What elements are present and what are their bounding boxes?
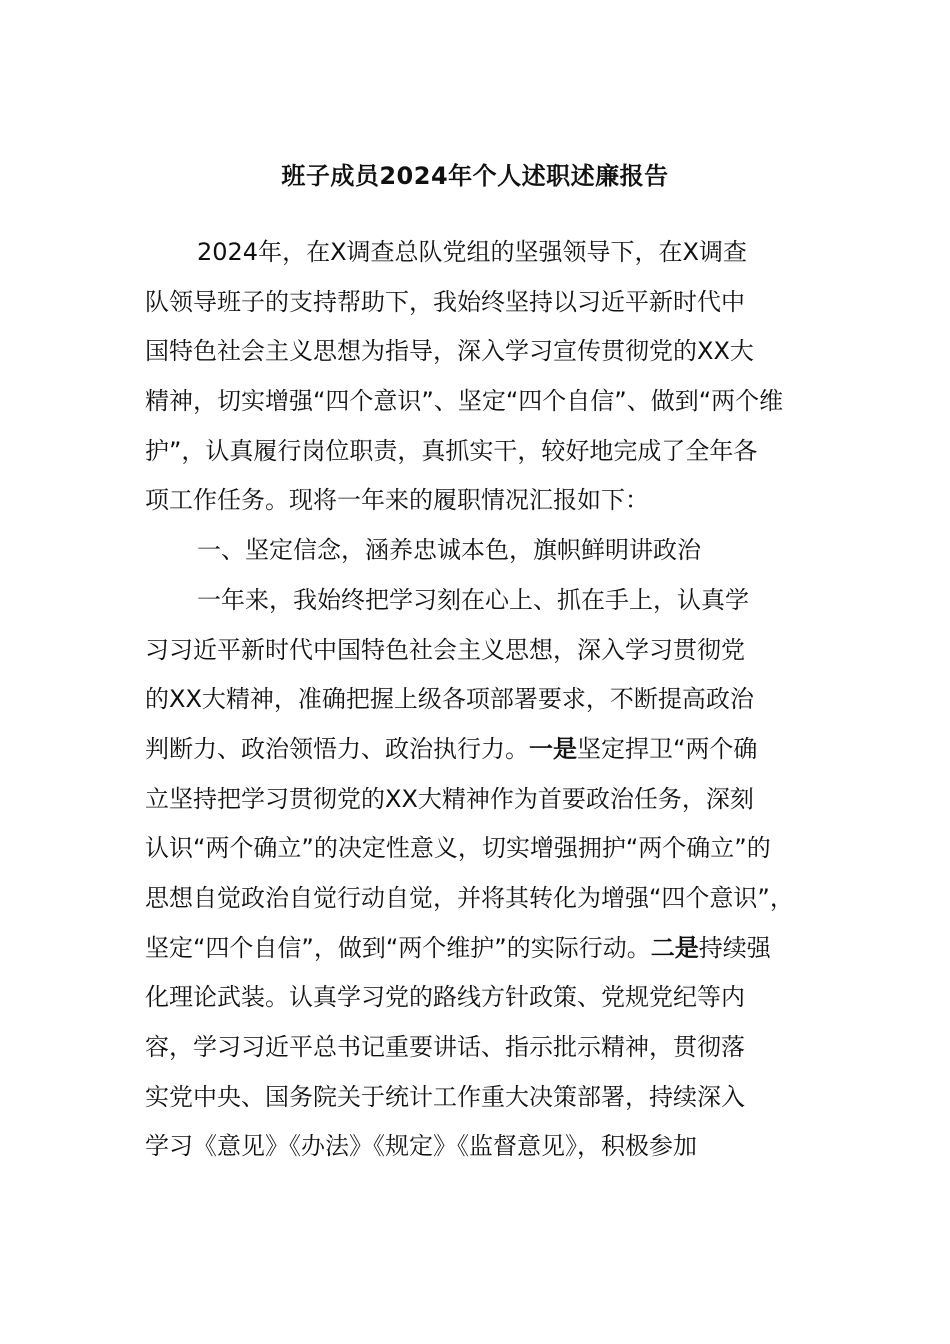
emphasis-marker: 一是 [529, 734, 577, 763]
body-line-16: 化理论武装。认真学习党的路线方针政策、党规党纪等内 [145, 983, 745, 1012]
line-text-pre: 坚定“四个自信”，做到“两个维护”的实际行动。 [145, 933, 651, 962]
body-line-5: 护”，认真履行岗位职责，真抓实干，较好地完成了全年各 [145, 436, 758, 465]
line-text-post: 持续强 [698, 933, 771, 962]
section-heading-1: 一、坚定信念，涵养忠诚本色，旗帜鲜明讲政治 [197, 536, 701, 565]
body-line-2: 队领导班子的支持帮助下，我始终坚持以习近平新时代中 [145, 287, 745, 316]
body-line-10: 的XX大精神，准确把握上级各项部署要求，不断提高政治 [145, 685, 754, 714]
body-line-15 [145, 924, 825, 974]
body-line-6: 项工作任务。现将一年来的履职情况汇报如下： [145, 486, 649, 515]
body-line-4: 精神，切实增强“四个意识”、坚定“四个自信”、做到“两个维 [145, 387, 784, 416]
body-line-12: 立坚持把学习贯彻党的XX大精神作为首要政治任务，深刻 [145, 784, 754, 813]
body-line-17: 容，学习习近平总书记重要讲话、指示批示精神，贯彻落 [145, 1033, 745, 1061]
document-title: 班子成员2024年个人述职述廉报告 [281, 162, 669, 190]
body-line-8: 一年来，我始终把学习刻在心上、抓在手上，认真学 [197, 585, 749, 614]
body-line-9: 习习近平新时代中国特色社会主义思想，深入学习贯彻党 [145, 635, 745, 664]
body-line-14: 思想自觉政治自觉行动自觉，并将其转化为增强“四个意识”， [145, 883, 794, 912]
body-line-1: 2024年，在X调查总队党组的坚强领导下，在X调查 [197, 238, 747, 266]
emphasis-marker: 二是 [650, 933, 699, 962]
line-text-pre: 判断力、政治领悟力、政治执行力。 [145, 734, 529, 763]
body-line-13: 认识“两个确立”的决定性意义，切实增强拥护“两个确立”的 [145, 834, 771, 863]
document-body [145, 228, 825, 1172]
line-text-post: 坚定捍卫“两个确 [577, 734, 758, 763]
body-line-18: 实党中央、国务院关于统计工作重大决策部署，持续深入 [145, 1082, 745, 1111]
body-line-11 [145, 725, 825, 775]
body-line-19: 学习《意见》《办法》《规定》《监督意见》，积极参加 [145, 1132, 697, 1161]
body-line-3: 国特色社会主义思想为指导，深入学习宣传贯彻党的XX大 [145, 337, 754, 366]
